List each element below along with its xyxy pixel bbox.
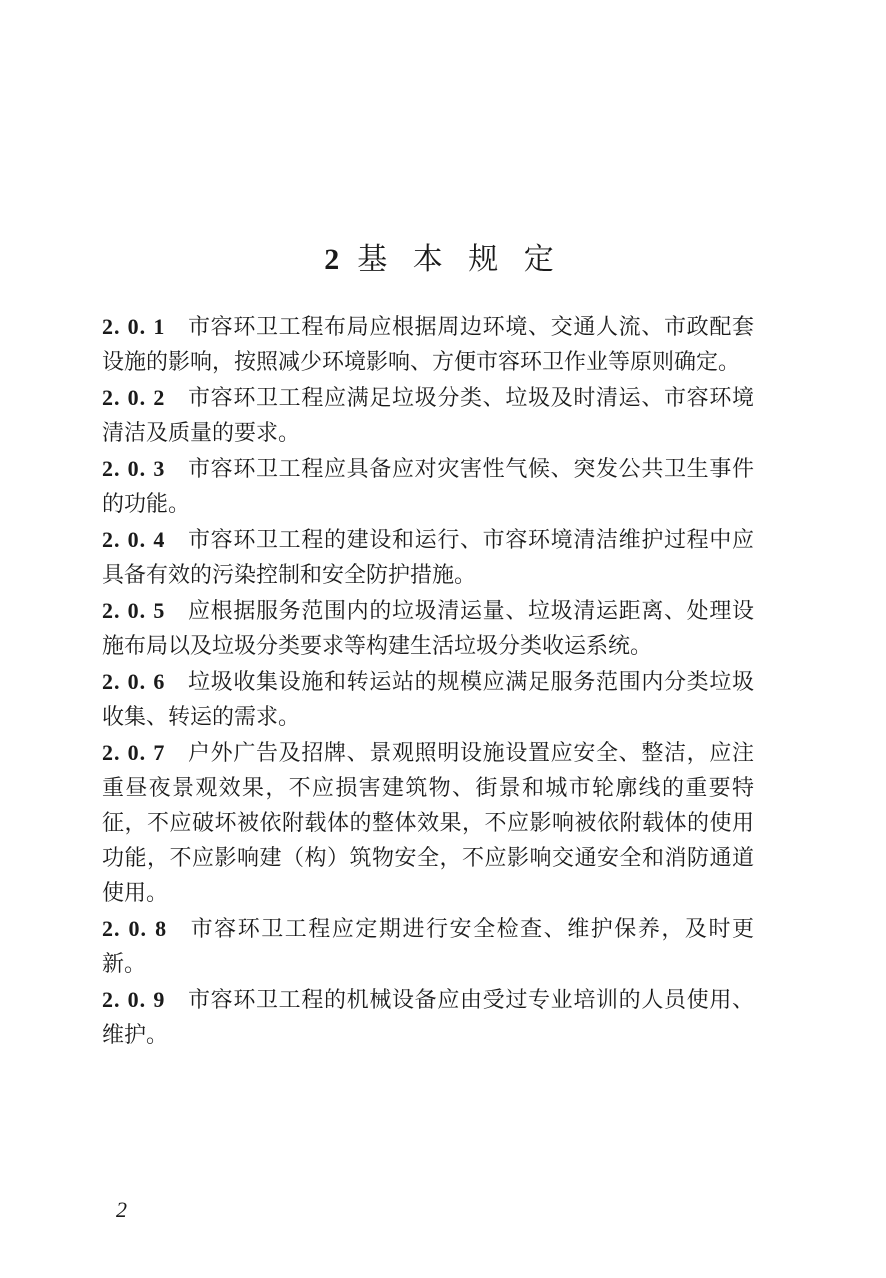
clause-2-0-5 [102, 593, 754, 664]
chapter-title-text: 基 本 规 定 [357, 242, 562, 278]
clause-2-0-6 [102, 664, 754, 735]
clause-number: 2. 0. 7 [102, 740, 166, 765]
clause-number: 2. 0. 3 [102, 456, 166, 481]
clause-text: 户外广告及招牌、景观照明设施设置应安全、整洁，应注重昼夜景观效果，不应损害建筑物、街景和城市轮廓线的重要特征，不应破坏被依附载体的整体效果，不应影响被依附载体的使用功能，不应影响建（构）筑物安全，不应影响交通安全和消防通道使用。 [102, 741, 754, 906]
clause-text: 市容环卫工程应定期进行安全检查、维护保养，及时更新。 [102, 917, 754, 977]
clause-2-0-8 [102, 911, 754, 982]
page-number: 2 [116, 1197, 127, 1222]
clause-text: 市容环卫工程的机械设备应由受过专业培训的人员使用、维护。 [102, 988, 754, 1048]
clause-number: 2. 0. 9 [102, 987, 166, 1012]
clause-text: 市容环卫工程应满足垃圾分类、垃圾及时清运、市容环境清洁及质量的要求。 [102, 386, 754, 446]
clause-text: 应根据服务范围内的垃圾清运量、垃圾清运距离、处理设施布局以及垃圾分类要求等构建生活垃圾分类收运系统。 [102, 599, 754, 659]
clause-2-0-1 [102, 309, 754, 380]
chapter-title [0, 238, 886, 282]
clause-number: 2. 0. 5 [102, 598, 166, 623]
clause-text: 市容环卫工程布局应根据周边环境、交通人流、市政配套设施的影响，按照减少环境影响、方便市容环卫作业等原则确定。 [102, 315, 754, 375]
clause-number: 2. 0. 6 [102, 669, 166, 694]
clause-2-0-4 [102, 522, 754, 593]
clause-number: 2. 0. 1 [102, 314, 166, 339]
clause-2-0-3 [102, 451, 754, 522]
clause-number: 2. 0. 8 [102, 916, 168, 941]
clause-number: 2. 0. 2 [102, 385, 166, 410]
clause-list [102, 309, 754, 1053]
clause-number: 2. 0. 4 [102, 527, 166, 552]
clause-text: 市容环卫工程的建设和运行、市容环境清洁维护过程中应具备有效的污染控制和安全防护措施。 [102, 528, 754, 588]
clause-2-0-9 [102, 982, 754, 1053]
clause-text: 垃圾收集设施和转运站的规模应满足服务范围内分类垃圾收集、转运的需求。 [102, 670, 754, 730]
chapter-number: 2 [324, 243, 340, 277]
clause-text: 市容环卫工程应具备应对灾害性气候、突发公共卫生事件的功能。 [102, 457, 754, 517]
clause-2-0-7 [102, 735, 754, 911]
clause-2-0-2 [102, 380, 754, 451]
